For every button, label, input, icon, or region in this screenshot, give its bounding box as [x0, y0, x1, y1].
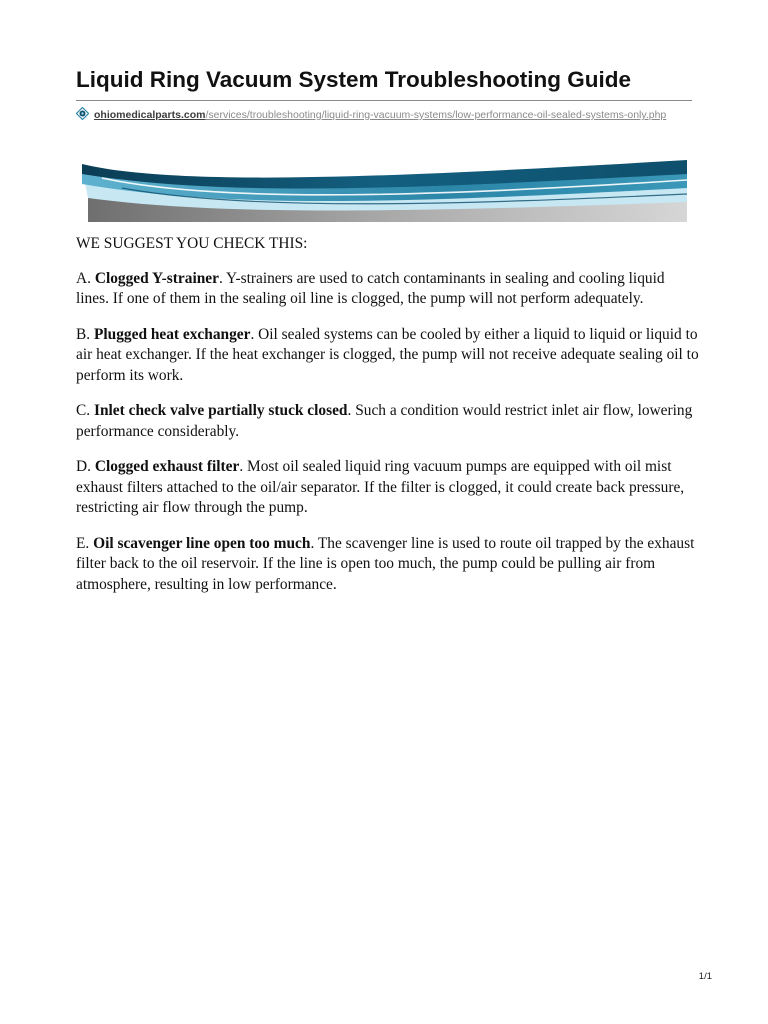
item-heading: Oil scavenger line open too much — [93, 534, 311, 552]
list-item — [76, 534, 700, 596]
page-number: 1/1 — [698, 971, 712, 982]
item-prefix: C. — [76, 402, 91, 419]
item-prefix: A. — [76, 269, 91, 287]
intro-heading: WE SUGGEST YOU CHECK THIS: — [76, 235, 308, 252]
list-item — [76, 325, 700, 387]
item-text: . The scavenger line is used to route oil trapped by the exhaust filter back to the oil reservoir. If the line is open too much, the pump could be pulling air from atmosphere, resulting in low performance. — [76, 534, 695, 593]
item-heading: Inlet check valve partially stuck closed — [93, 402, 348, 419]
item-heading: Clogged exhaust filter — [94, 458, 240, 475]
site-favicon-icon — [76, 107, 89, 120]
item-text: . Oil sealed systems can be cooled by either a liquid to liquid or liquid to air heat exchanger. If the heat exchanger is clogged, the pump will not receive adequate sealing oil to perform its work. — [76, 325, 699, 384]
list-item — [76, 269, 700, 310]
source-path-link[interactable]: /services/troubleshooting/liquid-ring-vacuum-systems/low-performance-oil-sealed-systems-only.php — [205, 109, 667, 121]
wave-banner-image — [82, 158, 687, 222]
page-title: Liquid Ring Vacuum System Troubleshooting Guide — [76, 67, 632, 92]
item-prefix: B. — [76, 325, 91, 343]
item-heading: Clogged Y-strainer — [94, 269, 219, 287]
item-text: . Most oil sealed liquid ring vacuum pumps are equipped with oil mist exhaust filters attached to the oil/air separator. If the filter is clogged, it could create back pressure, restricting air flow through the pump. — [76, 458, 685, 516]
list-item — [76, 457, 700, 519]
item-text: . Y-strainers are used to catch contaminants in sealing and cooling liquid lines. If one of them in the sealing oil line is clogged, the pump will not perform adequately. — [76, 269, 665, 307]
item-prefix: D. — [76, 458, 91, 475]
title-divider — [76, 100, 692, 101]
list-item — [76, 401, 700, 442]
item-text: . Such a condition would restrict inlet air flow, lowering performance considerably. — [76, 402, 693, 440]
document-body — [76, 234, 700, 610]
item-heading: Plugged heat exchanger — [93, 325, 251, 343]
source-url[interactable] — [76, 107, 676, 122]
item-prefix: E. — [76, 534, 90, 552]
source-domain-link[interactable]: ohiomedicalparts.com — [94, 109, 206, 121]
